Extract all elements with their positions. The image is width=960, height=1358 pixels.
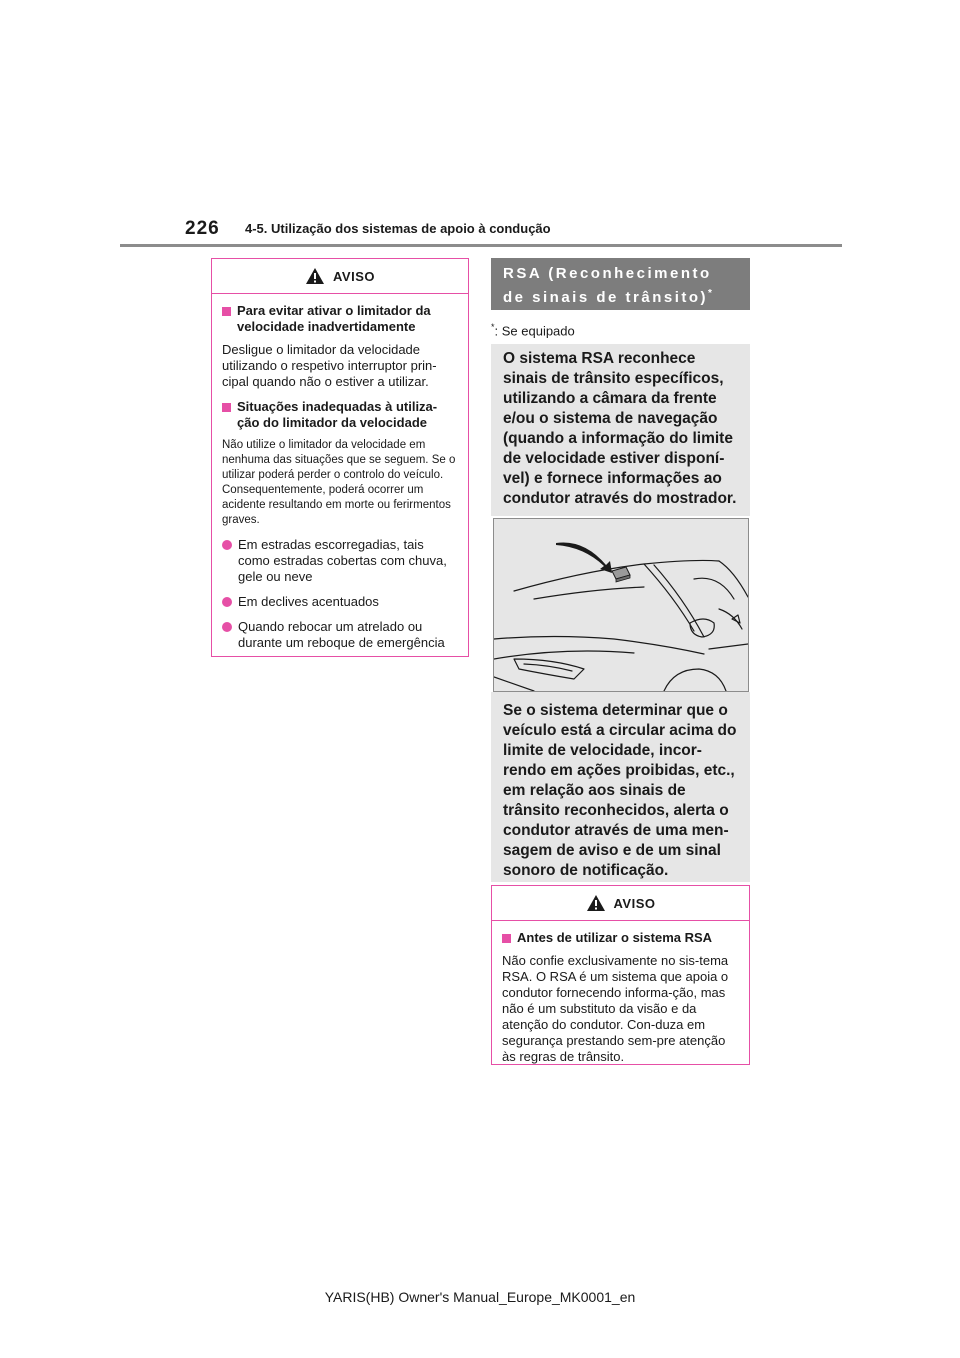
list-item: [222, 537, 458, 585]
manual-footer: YARIS(HB) Owner's Manual_Europe_MK0001_en: [324, 1289, 636, 1305]
warning-triangle-icon: [586, 894, 606, 912]
footnote-text: : Se equipado: [494, 323, 575, 339]
list-item: [222, 594, 458, 610]
warning-triangle-icon: [305, 267, 325, 285]
rsa-description-box: [491, 692, 750, 882]
warning-heading-text: Para evitar ativar o limitador da velocidade inadvertidamente: [237, 303, 431, 334]
left-warning-box: [211, 258, 469, 657]
warning-paragraph: Desligue o limitador da velocidade utilizando o respetivo interruptor prin-cipal quando não o estiver a utilizar.: [222, 342, 437, 389]
rsa-banner-asterisk: *: [708, 288, 712, 299]
warning-heading: [222, 399, 458, 431]
page-number: 226: [185, 218, 220, 239]
windshield-camera-illustration: [493, 518, 749, 692]
list-item: [222, 619, 458, 651]
warning-heading: [502, 930, 739, 946]
rsa-intro-box: [491, 344, 750, 516]
section-title: 4-5. Utilização dos sistemas de apoio à condução: [245, 221, 551, 236]
right-warning-box: [491, 885, 750, 1065]
warning-header: [212, 259, 468, 294]
square-bullet-icon: [222, 307, 231, 316]
warning-heading-text: Situações inadequadas à utiliza-ção do limitador da velocidade: [237, 399, 438, 430]
car-camera-drawing: [494, 519, 748, 691]
warning-body: [492, 930, 749, 1065]
square-bullet-icon: [222, 403, 231, 412]
warning-heading-text: Antes de utilizar o sistema RSA: [517, 930, 713, 945]
warning-heading: [222, 303, 458, 335]
square-bullet-icon: [502, 934, 511, 943]
round-bullet-icon: [222, 597, 232, 607]
round-bullet-icon: [222, 540, 232, 550]
rsa-section-banner: [491, 258, 750, 310]
warning-paragraph: Não confie exclusivamente no sis-tema RSA. O RSA é um sistema que apoia o condutor fornecendo informa-ção, mas não é um substituto da visão e da atenção do condutor. Con-duza em segurança prestando sem-pre atenção às regras de trânsito.: [502, 953, 729, 1064]
rsa-description-text: Se o sistema determinar que o veículo está a circular acima do limite de velocidade, incor-rendo em ações proibidas, etc., em relação aos sinais de trânsito reconhecidos, alerta o condutor através de uma men-sagem de aviso e de um sinal sonoro de notificação.: [503, 702, 737, 879]
list-item-text: Quando rebocar um atrelado ou durante um reboque de emergência: [238, 619, 445, 650]
round-bullet-icon: [222, 622, 232, 632]
rsa-banner-title: RSA (Reconhecimento de sinais de trânsito): [503, 265, 712, 306]
footnote-mark: *: [491, 322, 495, 332]
warning-title: AVISO: [333, 268, 375, 284]
list-item-text: Em estradas escorregadias, tais como estradas cobertas com chuva, gele ou neve: [238, 537, 447, 584]
equipped-footnote: [491, 322, 575, 338]
warning-header: [492, 886, 749, 921]
warning-body: [212, 303, 468, 651]
warning-title: AVISO: [613, 895, 656, 911]
header-rule: [120, 244, 842, 247]
rsa-intro-text: O sistema RSA reconhece sinais de trânsito específicos, utilizando a câmara da frente e/ou o sistema de navegação (quando a informação do limite de velocidade estiver disponí-vel) e fornece informações ao condutor através do mostrador.: [503, 350, 737, 507]
list-item-text: Em declives acentuados: [238, 594, 379, 609]
warning-paragraph: Não utilize o limitador da velocidade em nenhuma das situações que se seguem. Se o utilizar poderá perder o controlo do veículo. Consequentemente, poderá ocorrer um acidente resultando em morte ou ferirmentos graves.: [222, 439, 456, 526]
